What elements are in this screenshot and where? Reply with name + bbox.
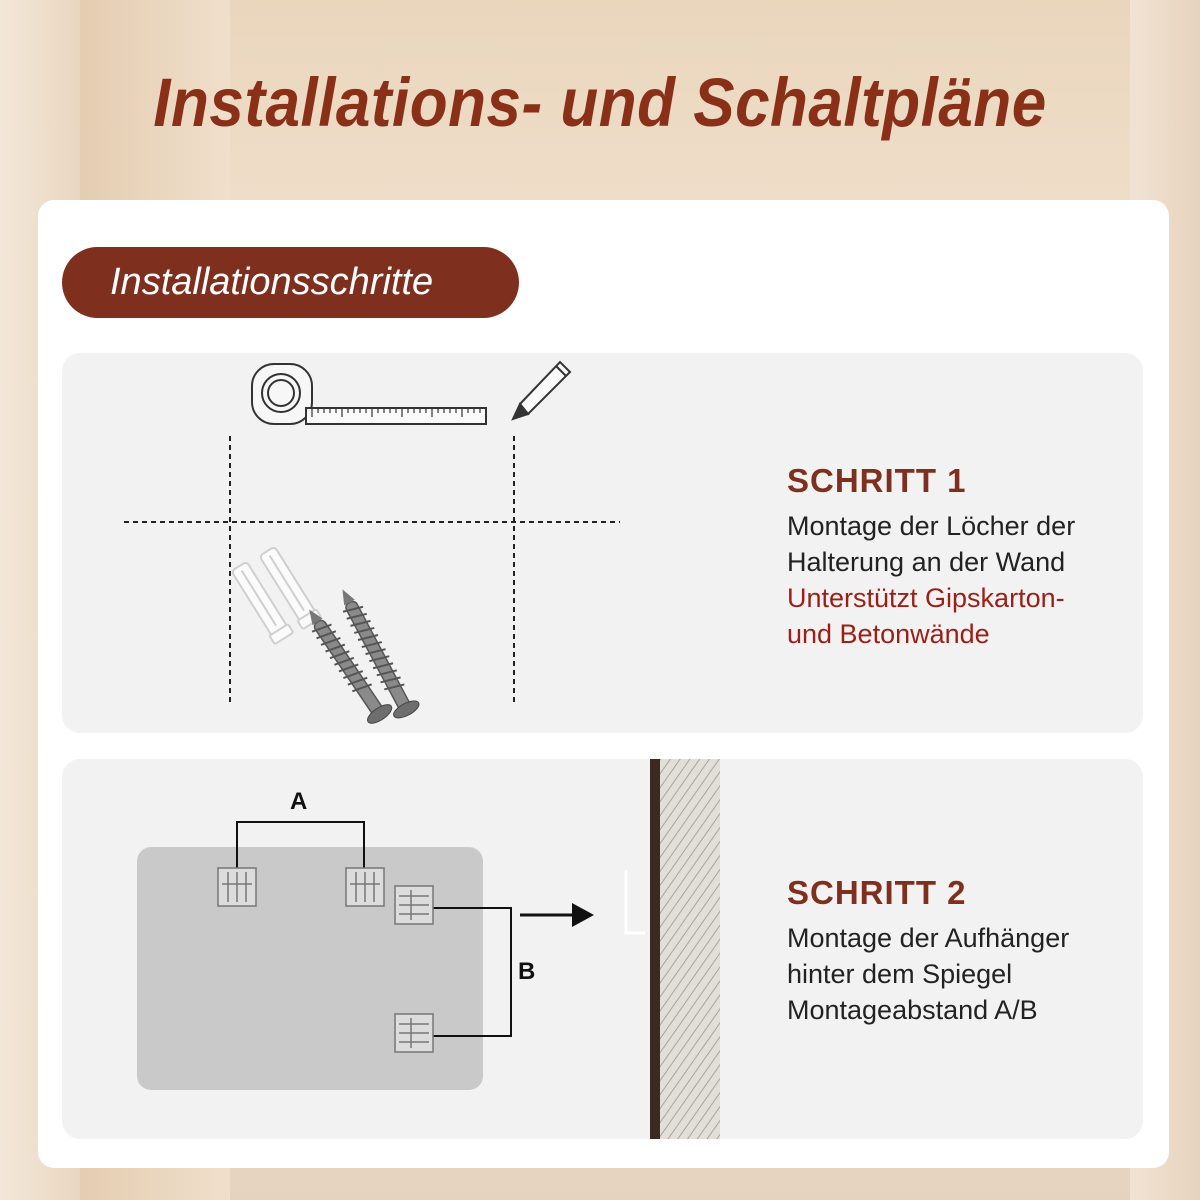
step2-title: SCHRITT 2 <box>787 874 967 911</box>
step1-text-line1: Montage der Löcher der <box>787 511 1076 541</box>
dimension-a-label: A <box>290 788 308 815</box>
dimension-b-label: B <box>518 958 536 985</box>
arrow-right-icon <box>520 903 594 927</box>
step1-text-line2: Halterung an der Wand <box>787 547 1066 577</box>
step1-title: SCHRITT 1 <box>787 462 967 499</box>
section-label: Installationsschritte <box>62 247 519 318</box>
page-title: Installations- und Schaltpläne <box>153 65 1047 142</box>
mirror-back-icon <box>137 847 483 1090</box>
wall-section-icon <box>650 759 720 1139</box>
step2-text-line3: Montageabstand A/B <box>787 995 1038 1025</box>
step2-text-line1: Montage der Aufhänger <box>787 923 1070 953</box>
step1-note-line1: Unterstützt Gipskarton- <box>787 583 1065 613</box>
wall-hook-outline <box>626 870 645 933</box>
step1-note-line2: und Betonwände <box>787 619 990 649</box>
step2-text-line2: hinter dem Spiegel <box>787 959 1013 989</box>
